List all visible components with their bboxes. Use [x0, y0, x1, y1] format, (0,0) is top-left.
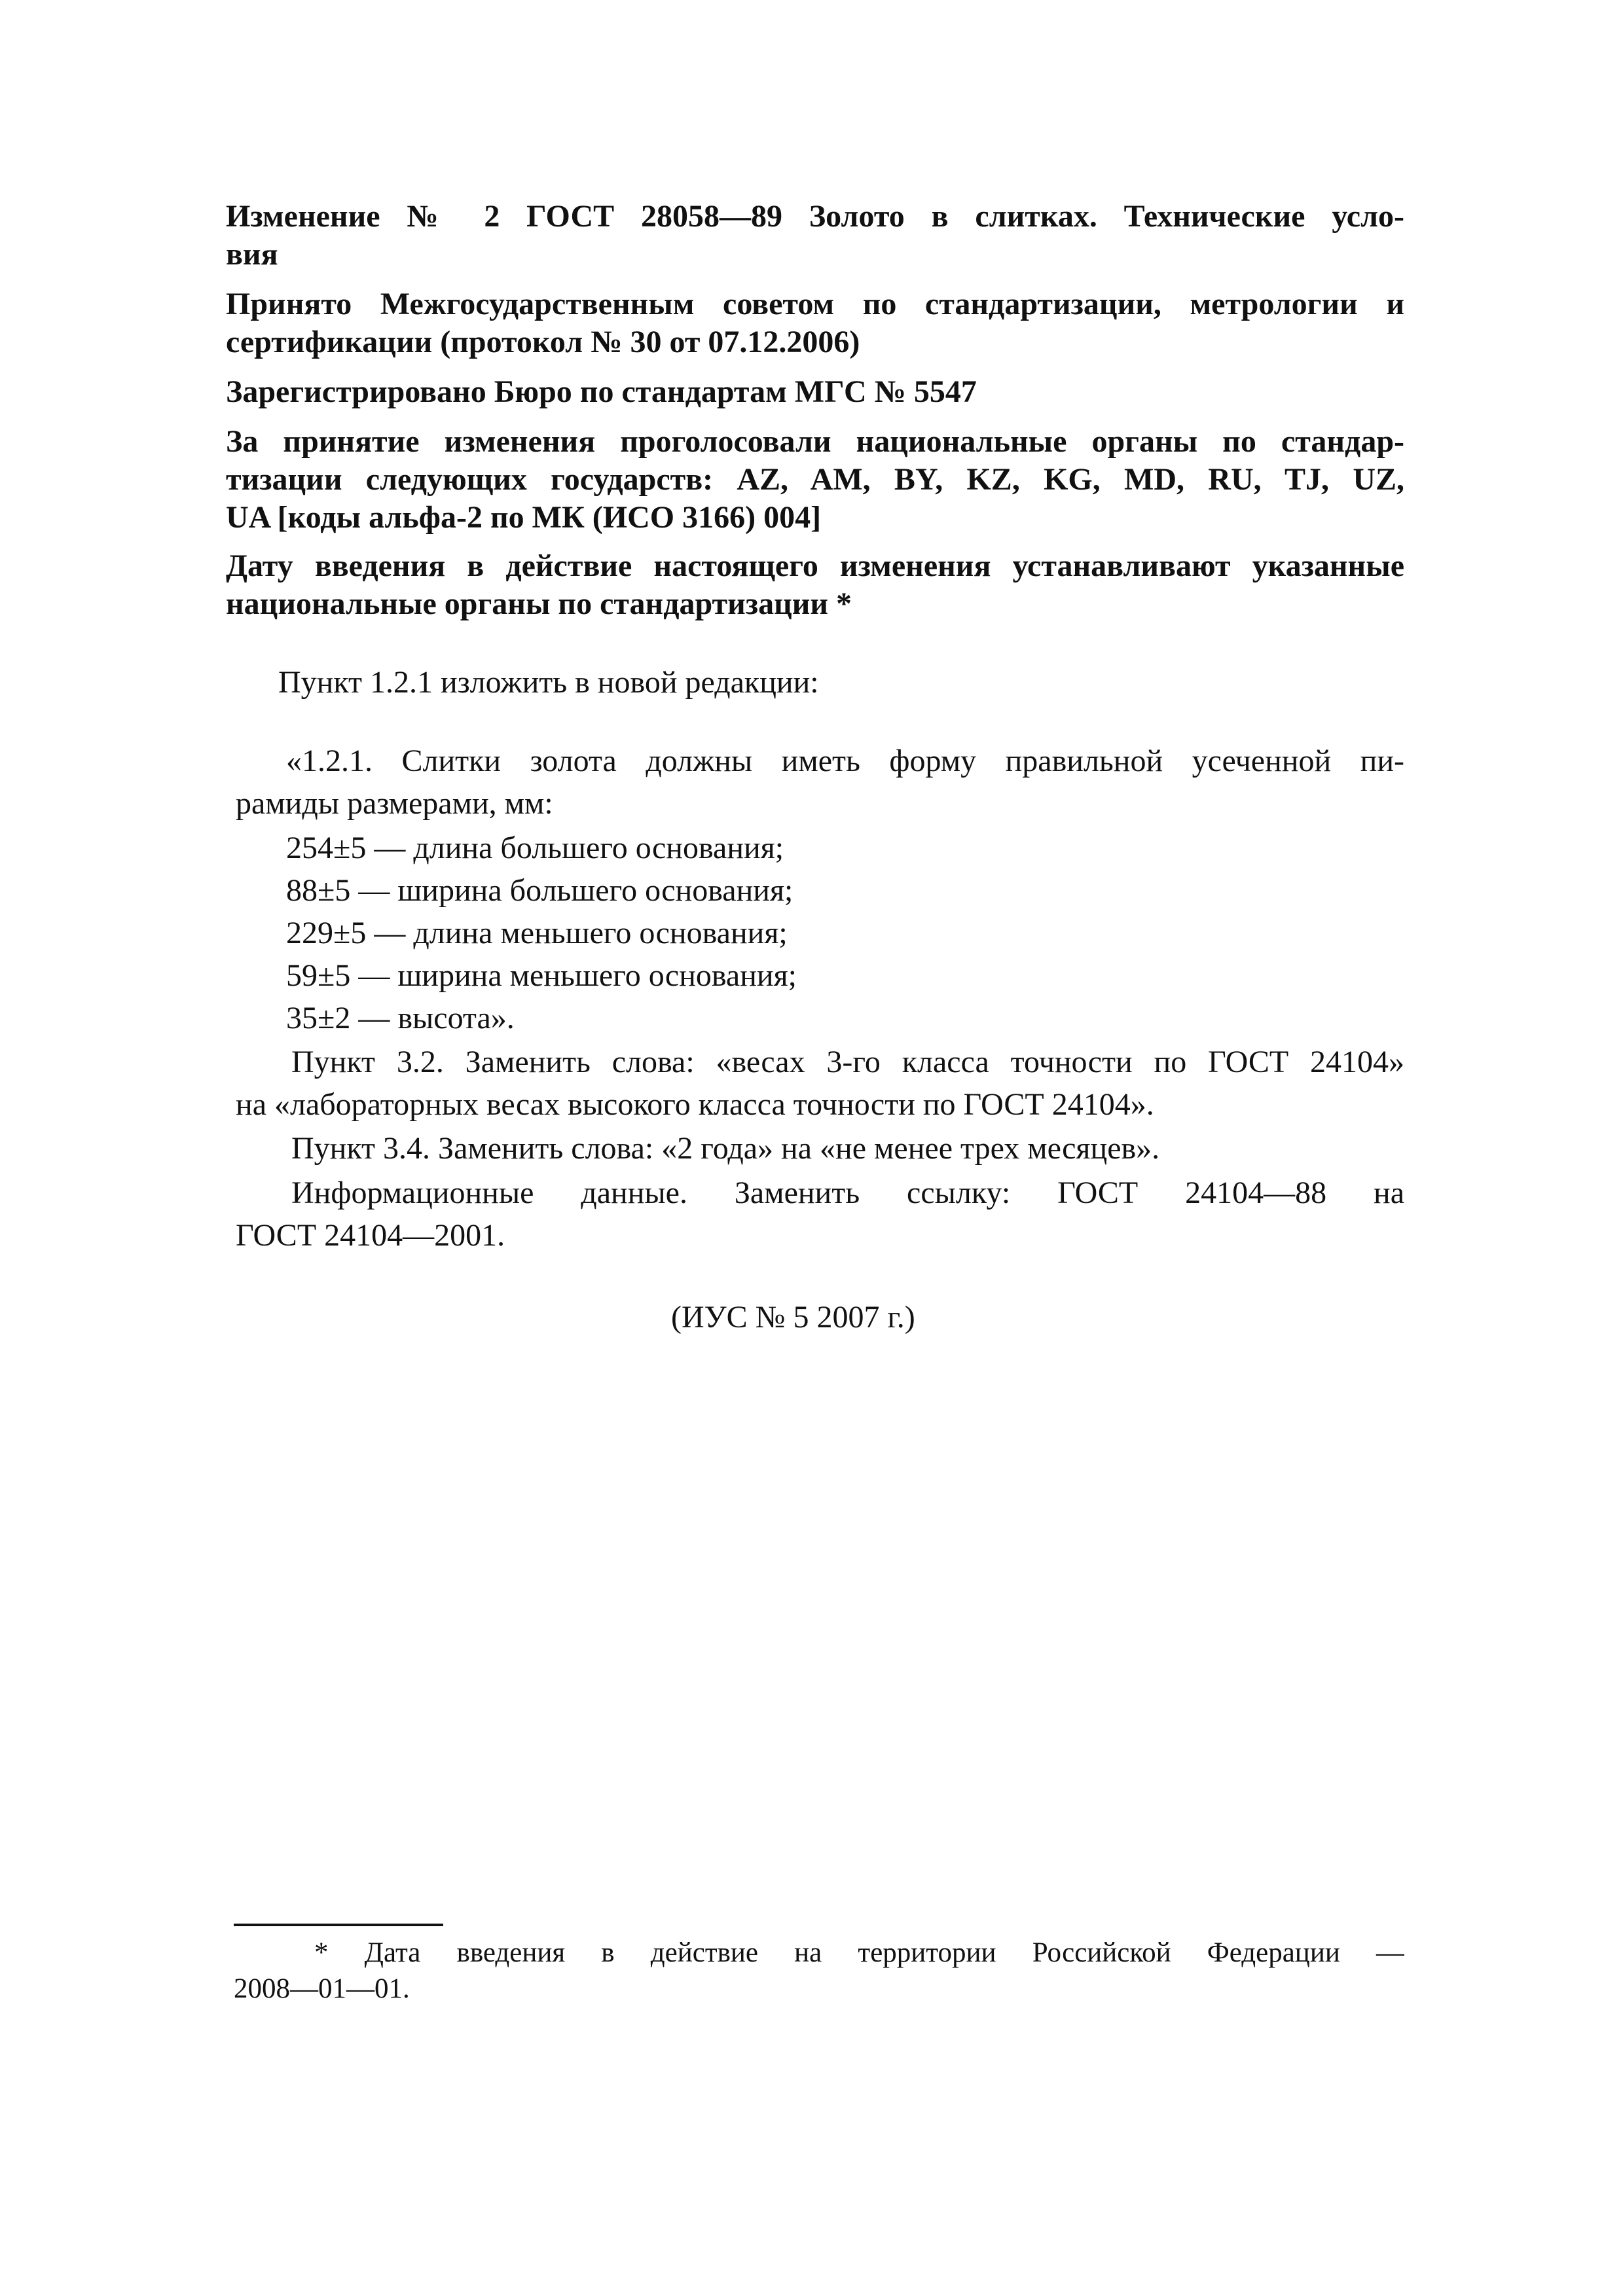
effective-date-line-1: Дату введения в действие настоящего изменения устанавливают указанные [226, 548, 1404, 583]
clause-1-2-1-instruction: Пункт 1.2.1 изложить в новой редакции: [278, 665, 819, 700]
amendment-title-line-1: Изменение № 2 ГОСТ 28058—89 Золото в слитках. Технические усло- [226, 199, 1404, 234]
information-data-line-2: ГОСТ 24104—2001. [236, 1218, 505, 1253]
dimension-item: 88±5 — ширина большего основания; [286, 873, 793, 908]
clause-3-4: Пункт 3.4. Заменить слова: «2 года» на «не менее трех месяцев». [291, 1131, 1160, 1166]
clause-3-2-line-2: на «лабораторных весах высокого класса точности по ГОСТ 24104». [236, 1087, 1154, 1122]
footnote-divider [234, 1924, 443, 1926]
information-data-line-1: Информационные данные. Заменить ссылку: ГОСТ 24104—88 на [291, 1175, 1404, 1210]
dimension-item: 254±5 — длина большего основания; [286, 831, 784, 865]
footnote-line-1: * Дата введения в действие на территории Российской Федерации — [314, 1937, 1404, 1968]
dimension-item: 35±2 — высота». [286, 1001, 515, 1035]
adopted-by-line-1: Принято Межгосударственным советом по стандартизации, метрологии и [226, 287, 1404, 321]
voted-line-1: За принятие изменения проголосовали национальные органы по стандар- [226, 424, 1404, 459]
effective-date-line-2: национальные органы по стандартизации * [226, 586, 852, 621]
clause-3-2-line-1: Пункт 3.2. Заменить слова: «весах 3-го класса точности по ГОСТ 24104» [291, 1045, 1404, 1079]
voted-line-3: UA [коды альфа-2 по МК (ИСО 3166) 004] [226, 500, 822, 535]
adopted-by-line-2: сертификации (протокол № 30 от 07.12.2006) [226, 325, 860, 359]
clause-1-2-1-text-line-2: рамиды размерами, мм: [236, 786, 553, 821]
voted-line-2: тизации следующих государств: AZ, AM, BY, KZ, KG, MD, RU, TJ, UZ, [226, 462, 1404, 497]
dimension-item: 59±5 — ширина меньшего основания; [286, 958, 797, 993]
clause-1-2-1-text-line-1: «1.2.1. Слитки золота должны иметь форму правильной усеченной пи- [286, 744, 1404, 778]
source-reference: (ИУС № 5 2007 г.) [671, 1300, 915, 1335]
footnote-line-2: 2008—01—01. [234, 1973, 410, 2004]
registration-line: Зарегистрировано Бюро по стандартам МГС № 5547 [226, 374, 977, 409]
dimension-item: 229±5 — длина меньшего основания; [286, 916, 788, 950]
amendment-title-line-2: вия [226, 237, 278, 272]
